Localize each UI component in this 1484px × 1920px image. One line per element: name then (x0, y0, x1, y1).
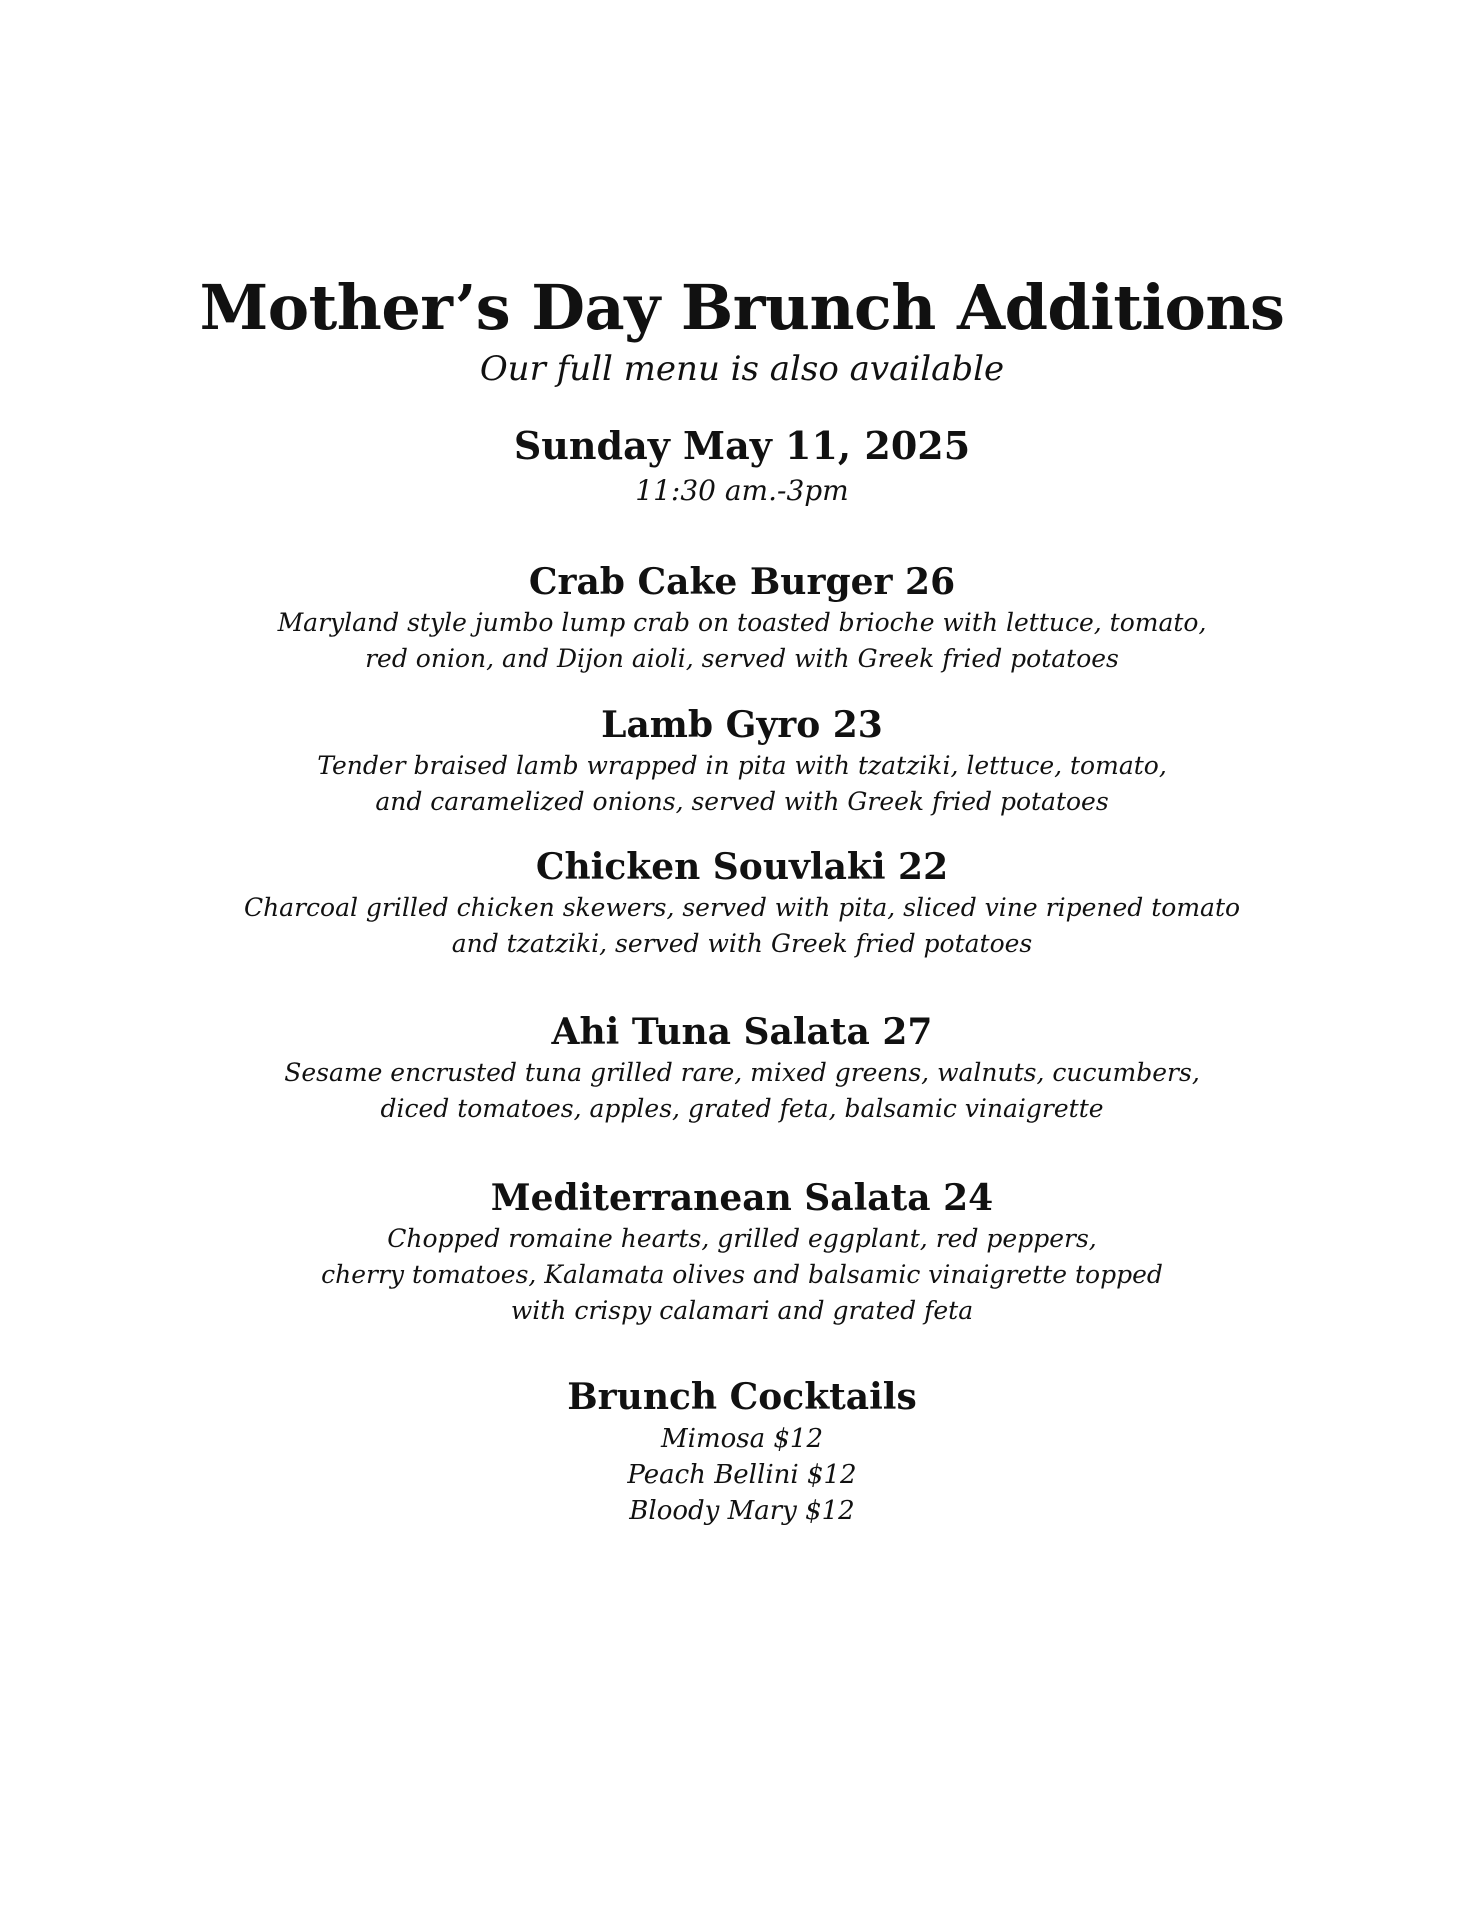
cocktail-item: Mimosa $12 (661, 1424, 823, 1454)
description-line: with crispy calamari and grated feta (510, 1296, 974, 1325)
description-line: red onion, and Dijon aioli, served with Greek fried potatoes (365, 644, 1119, 673)
menu-item-description (0, 748, 1484, 820)
menu-item-description (0, 1221, 1484, 1329)
menu-item-title: Lamb Gyro 23 (601, 704, 883, 746)
description-line: Maryland style jumbo lump crab on toasted brioche with lettuce, tomato, (277, 608, 1207, 637)
event-date: Sunday May 11, 2025 (513, 423, 971, 468)
menu-item-title: Ahi Tuna Salata 27 (551, 1011, 933, 1053)
description-line: and caramelized onions, served with Greek fried potatoes (375, 787, 1109, 816)
page-title: Mother’s Day Brunch Additions (199, 271, 1285, 344)
description-line: Tender braised lamb wrapped in pita with tzatziki, lettuce, tomato, (317, 751, 1167, 780)
menu-item-description (0, 890, 1484, 962)
description-line: Charcoal grilled chicken skewers, served with pita, sliced vine ripened tomato (243, 893, 1241, 922)
menu-item-title: Crab Cake Burger 26 (528, 561, 956, 603)
event-hours: 11:30 am.-3pm (635, 474, 849, 507)
cocktail-item: Peach Bellini $12 (627, 1460, 857, 1490)
description-line: Sesame encrusted tuna grilled rare, mixed greens, walnuts, cucumbers, (284, 1058, 1200, 1087)
menu-item-title: Chicken Souvlaki 22 (535, 846, 949, 888)
description-line: cherry tomatoes, Kalamata olives and balsamic vinaigrette topped (321, 1260, 1163, 1289)
cocktails-title: Brunch Cocktails (567, 1376, 917, 1418)
cocktail-item: Bloody Mary $12 (629, 1496, 855, 1526)
menu-item-description (0, 1055, 1484, 1127)
description-line: and tzatziki, served with Greek fried potatoes (451, 929, 1033, 958)
description-line: Chopped romaine hearts, grilled eggplant, red peppers, (387, 1224, 1097, 1253)
menu-item-title: Mediterranean Salata 24 (490, 1177, 994, 1219)
menu-item-description (0, 605, 1484, 677)
description-line: diced tomatoes, apples, grated feta, balsamic vinaigrette (380, 1094, 1104, 1123)
page-subtitle: Our full menu is also available (479, 349, 1005, 389)
